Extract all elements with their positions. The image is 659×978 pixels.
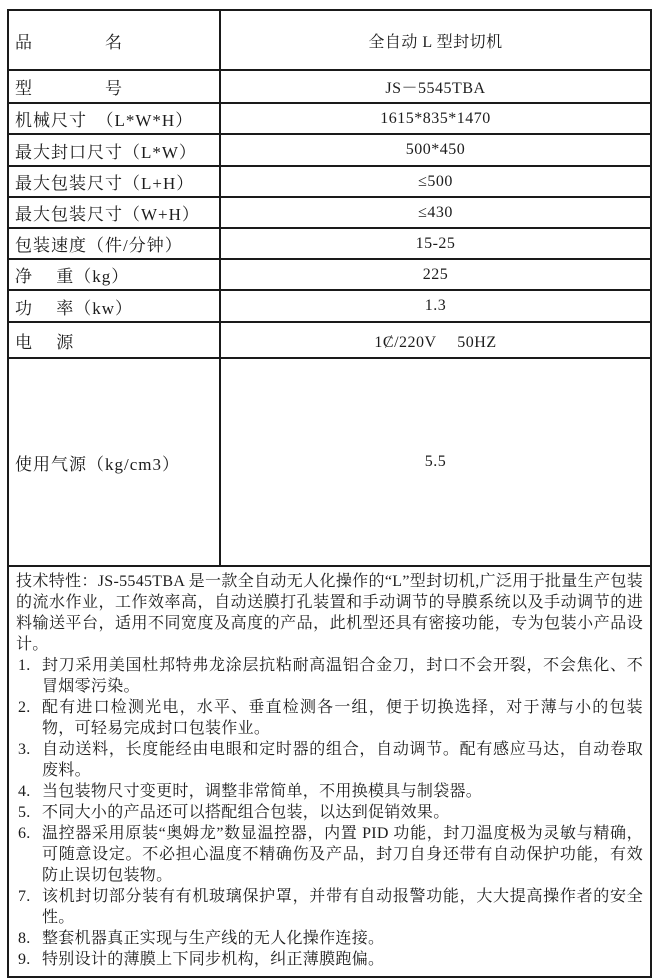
feature-number: 5. (18, 804, 31, 821)
table-row-net-weight (9, 260, 650, 291)
feature-item-3 (16, 739, 643, 781)
feature-text: 温控器采用原装“奥姆龙”数显温控器，内置 PID 功能，封刀温度极为灵敏与精确，可随意设定。不必担心温度不精确伤及产品，封刀自身还带有自动保护功能，有效防止误切包装物。 (42, 825, 643, 884)
spec-label-max-package-lh: 最大包装尺寸（L+H） (9, 167, 221, 196)
table-row-machine-size (9, 104, 650, 135)
feature-item-2 (16, 697, 643, 739)
feature-item-4 (16, 781, 643, 802)
features-intro: 技术特性：JS-5545TBA 是一款全自动无人化操作的“L”型封切机,广泛用于批量生产包装的流水作业，工作效率高，自动送膜打孔装置和手动调节的导膜系统以及手动调节的进料输送平台，适用不同宽度及高度的产品，此机型还具有密接功能，专为包装小产品设计。 (16, 573, 643, 653)
spec-label-air-supply: 使用气源（kg/cm3） (9, 359, 221, 565)
spec-value-max-seal-size: 500*450 (405, 141, 466, 158)
spec-label-machine-size: 机械尺寸 （L*W*H） (9, 104, 221, 133)
feature-text: 不同大小的产品还可以搭配组合包装，以达到促销效果。 (42, 804, 450, 821)
feature-number: 7. (18, 888, 31, 905)
spec-label-product-name: 品 名 (9, 11, 221, 69)
spec-label-max-package-wh: 最大包装尺寸（W+H） (9, 198, 221, 227)
spec-label-model: 型 号 (9, 71, 221, 102)
table-row-max-seal-size (9, 135, 650, 167)
feature-text: 整套机器真正实现与生产线的无人化操作连接。 (42, 930, 385, 947)
spec-value-packing-speed: 15-25 (415, 234, 456, 252)
feature-item-7 (16, 886, 643, 928)
feature-number: 9. (18, 951, 31, 968)
spec-label-net-weight: 净 重（kg） (9, 260, 221, 289)
spec-value-power: 1.3 (424, 297, 447, 314)
table-row-model (9, 71, 650, 104)
feature-item-5 (16, 802, 643, 823)
spec-label-power-supply: 电 源 (9, 323, 221, 357)
table-row-max-package-wh (9, 198, 650, 229)
spec-value-net-weight: 225 (422, 265, 449, 283)
feature-text: 配有进口检测光电，水平、垂直检测各一组，便于切换选择，对于薄与小的包装物，可轻易完成封口包装作业。 (42, 699, 643, 737)
feature-number: 6. (18, 825, 31, 842)
feature-item-6 (16, 823, 643, 886)
feature-number: 4. (18, 783, 31, 800)
spec-value-product-name: 全自动 L 型封切机 (368, 33, 503, 51)
technical-features-section (9, 567, 650, 976)
feature-number: 2. (18, 699, 31, 716)
spec-label-power: 功 率（kw） (9, 291, 221, 321)
spec-value-power-supply: 1Ȼ/220V 50HZ (374, 333, 497, 351)
spec-value-air-supply: 5.5 (424, 453, 447, 470)
spec-value-max-package-lh: ≤500 (418, 172, 453, 190)
feature-text: 该机封切部分装有有机玻璃保护罩，并带有自动报警功能，大大提高操作者的安全性。 (42, 888, 643, 926)
spec-label-max-seal-size: 最大封口尺寸（L*W） (9, 135, 221, 165)
table-row-power (9, 291, 650, 323)
feature-item-9 (16, 949, 643, 970)
spec-value-max-package-wh: ≤430 (418, 203, 453, 221)
spec-label-packing-speed: 包装速度（件/分钟） (9, 229, 221, 258)
feature-text: 封刀采用美国杜邦特弗龙涂层抗粘耐高温铝合金刀，封口不会开裂，不会焦化、不冒烟零污染。 (42, 657, 643, 695)
feature-text: 自动送料，长度能经由电眼和定时器的组合，自动调节。配有感应马达，自动卷取废料。 (42, 741, 643, 779)
product-spec-table (7, 9, 652, 978)
feature-item-8 (16, 928, 643, 949)
feature-text: 当包装物尺寸变更时，调整非常简单，不用换模具与制袋器。 (42, 783, 483, 800)
spec-value-machine-size: 1615*835*1470 (380, 109, 491, 127)
table-row-air-supply (9, 359, 650, 567)
feature-number: 3. (18, 741, 31, 758)
feature-text: 特别设计的薄膜上下同步机构，纠正薄膜跑偏。 (42, 951, 385, 968)
table-row-packing-speed (9, 229, 650, 260)
feature-number: 1. (18, 657, 31, 674)
table-row-max-package-lh (9, 167, 650, 198)
table-row-product-name (9, 11, 650, 71)
feature-number: 8. (18, 930, 31, 947)
feature-item-1 (16, 655, 643, 697)
table-row-power-supply (9, 323, 650, 359)
spec-value-model: JS－5545TBA (385, 80, 486, 97)
